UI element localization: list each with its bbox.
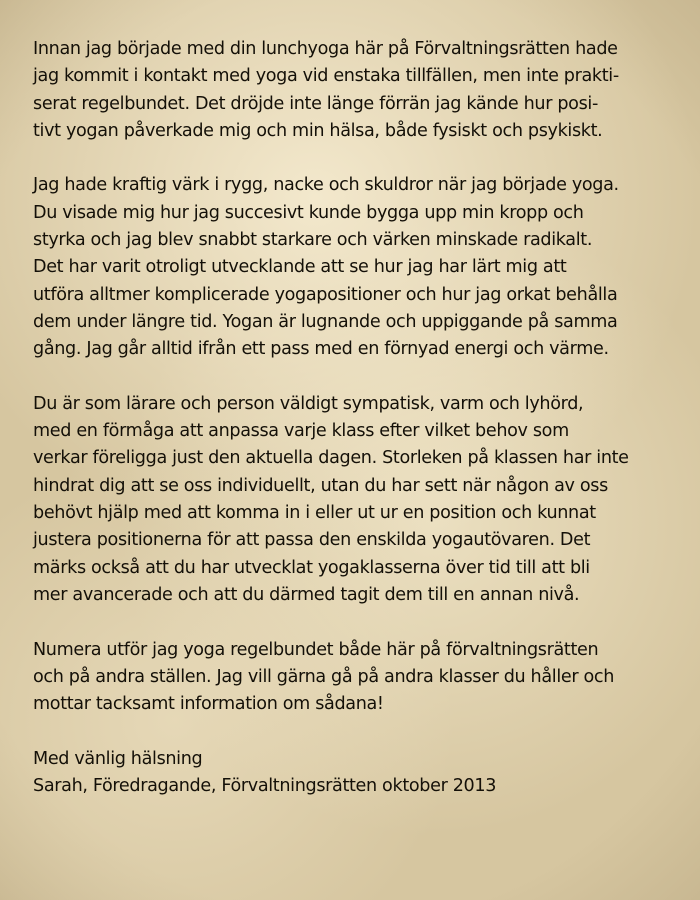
text-line: serat regelbundet. Det dröjde inte länge förrän jag kände hur posi- bbox=[33, 93, 598, 114]
paragraph-teacher-praise bbox=[33, 391, 685, 609]
text-line: dem under längre tid. Yogan är lugnande och uppiggande på samma bbox=[33, 311, 618, 332]
text-line: Innan jag började med din lunchyoga här på Förvaltningsrätten hade bbox=[33, 39, 618, 59]
text-line: mottar tacksamt information om sådana! bbox=[33, 694, 384, 715]
paragraph-current-practice bbox=[33, 637, 685, 719]
text-line: och på andra ställen. Jag vill gärna gå på andra klasser du håller och bbox=[33, 666, 614, 687]
text-line: med en förmåga att anpassa varje klass efter vilket behov som bbox=[33, 421, 569, 442]
text-line: Du visade mig hur jag succesivt kunde bygga upp min kropp och bbox=[33, 202, 584, 223]
text-line: Det har varit otroligt utvecklande att se hur jag har lärt mig att bbox=[33, 257, 567, 278]
text-line: mer avancerade och att du därmed tagit dem till en annan nivå. bbox=[33, 584, 580, 605]
paragraph-intro bbox=[33, 36, 685, 145]
text-line: behövt hjälp med att komma in i eller ut ur en position och kunnat bbox=[33, 503, 596, 524]
text-line: Numera utför jag yoga regelbundet både här på förvaltningsrätten bbox=[33, 639, 599, 660]
text-line: Du är som lärare och person väldigt sympatisk, varm och lyhörd, bbox=[33, 393, 584, 414]
testimonial-letter bbox=[33, 36, 685, 828]
text-line: justera positionerna för att passa den enskilda yogautövaren. Det bbox=[33, 530, 591, 551]
text-line: märks också att du har utvecklat yogaklasserna över tid till att bli bbox=[33, 557, 590, 578]
text-line: gång. Jag går alltid ifrån ett pass med en förnyad energi och värme. bbox=[33, 339, 609, 360]
text-line: styrka och jag blev snabbt starkare och värken minskade radikalt. bbox=[33, 230, 593, 251]
text-line: Jag hade kraftig värk i rygg, nacke och skuldror när jag började yoga. bbox=[33, 175, 619, 196]
text-line: verkar föreligga just den aktuella dagen. Storleken på klassen har inte bbox=[33, 448, 629, 469]
text-line: jag kommit i kontakt med yoga vid enstaka tillfällen, men inte prakti- bbox=[33, 66, 619, 87]
text-line: tivt yogan påverkade mig och min hälsa, både fysiskt och psykiskt. bbox=[33, 120, 603, 141]
text-line: hindrat dig att se oss individuellt, utan du har sett när någon av oss bbox=[33, 475, 608, 496]
signature-line: Sarah, Föredragande, Förvaltningsrätten oktober 2013 bbox=[33, 776, 497, 797]
paragraph-pain-relief bbox=[33, 172, 685, 363]
text-line: utföra alltmer komplicerade yogapositioner och hur jag orkat behålla bbox=[33, 284, 618, 305]
closing-greeting: Med vänlig hälsning bbox=[33, 748, 203, 769]
signature-block bbox=[33, 746, 685, 801]
